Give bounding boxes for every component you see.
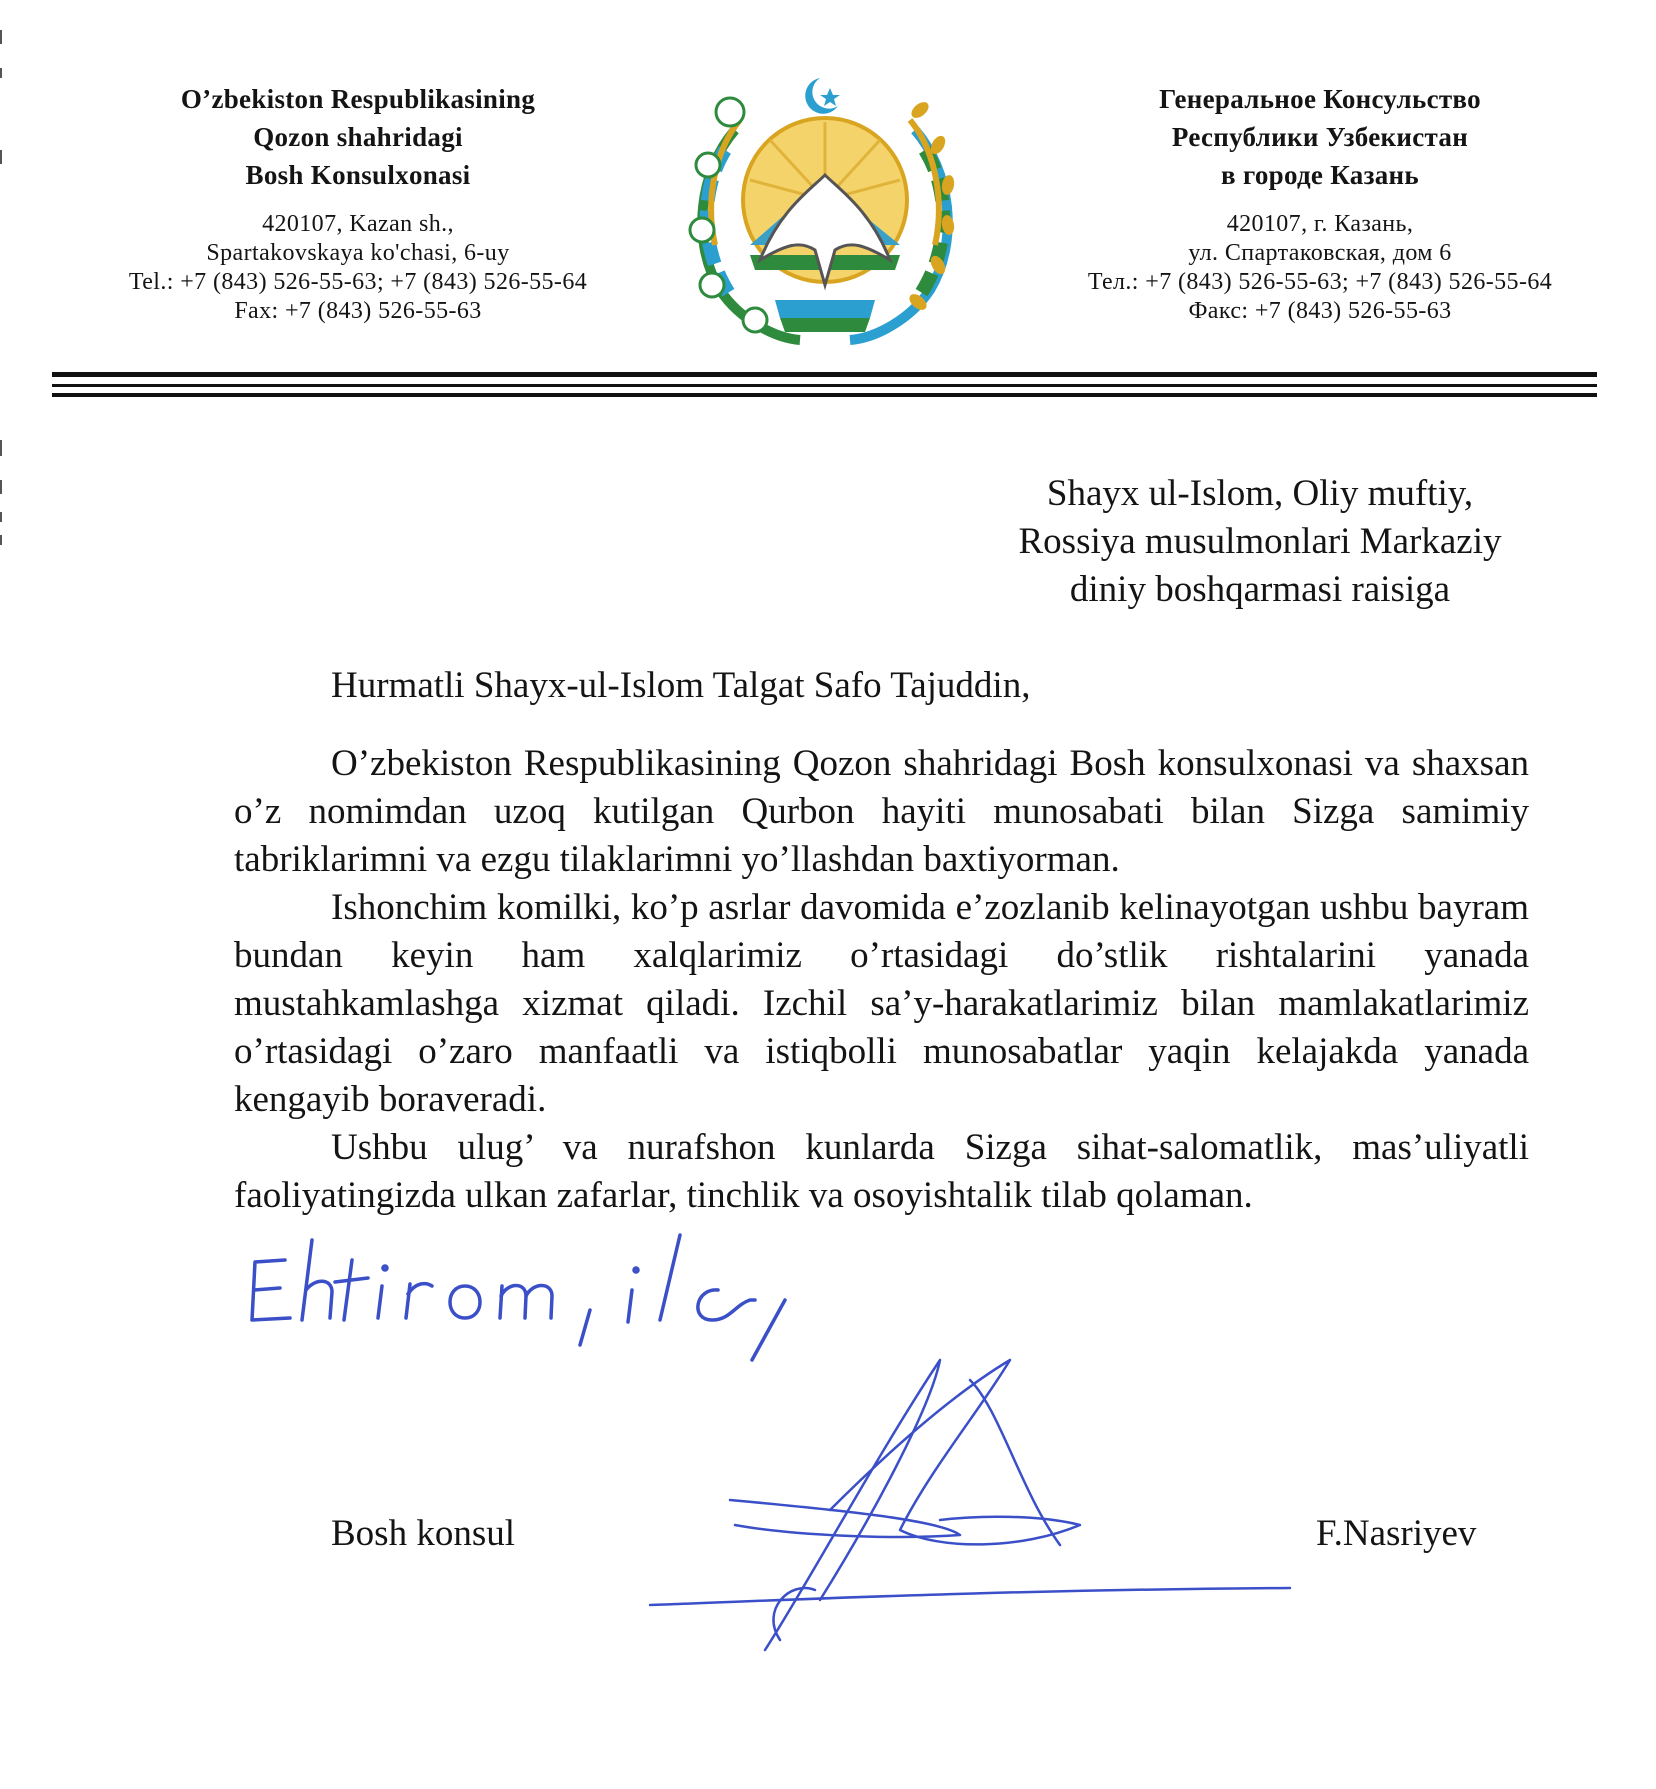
scan-edge-mark — [0, 150, 2, 164]
letter-body — [234, 740, 1529, 1220]
scan-edge-mark — [0, 30, 2, 44]
signature — [640, 1350, 1320, 1680]
letterhead-russian — [1050, 80, 1590, 326]
scan-edge-mark — [0, 68, 2, 78]
body-paragraph: Ushbu ulug’ va nurafshon kunlarda Sizga sihat-salomatlik, mas’uliyatli faoliyatingizda ulkan zafarlar, tinchlik va osoyishtalik tilab qolaman. — [234, 1127, 1529, 1216]
handwritten-closing — [240, 1220, 920, 1370]
state-emblem-icon — [680, 70, 970, 346]
scan-edge-mark — [0, 480, 2, 494]
signatory-name: F.Nasriyev — [1316, 1513, 1477, 1554]
consulate-name-uz: O’zbekiston Respublikasining Qozon shahridagi Bosh Konsulxonasi — [180, 84, 536, 190]
signatory-title: Bosh konsul — [331, 1513, 516, 1554]
letterhead-rule-bottom — [52, 393, 1597, 397]
consulate-address-uz: 420107, Kazan sh., Spartakovskaya ko'chasi, 6-uy Tel.: +7 (843) 526-55-63; +7 (843) 526-55-64 Fax: +7 (843) 526-55-63 — [128, 211, 588, 324]
scan-edge-mark — [0, 512, 2, 522]
scan-edge-mark — [0, 440, 2, 456]
letterhead-rule-thick — [52, 372, 1597, 377]
letterhead-uzbek — [88, 80, 628, 326]
scan-edge-mark — [0, 535, 2, 545]
body-paragraph: O’zbekiston Respublikasining Qozon shahridagi Bosh konsulxonasi va shaxsan o’z nomimdan uzoq kutilgan Qurbon hayiti munosabati bilan Sizga samimiy tabriklarimni va ezgu tilaklarimni yo’llashdan baxtiyorman. — [234, 743, 1529, 880]
consulate-name-ru: Генеральное Консульство Республики Узбекистан в городе Казань — [1159, 84, 1481, 190]
salutation: Hurmatli Shayx-ul-Islom Talgat Safo Tajuddin, — [331, 665, 1031, 706]
body-paragraph: Ishonchim komilki, ko’p asrlar davomida e’zozlanib kelinayotgan ushbu bayram bundan keyin ham xalqlarimiz o’rtasidagi do’stlik rishtalarini yanada mustahkamlashga xizmat qiladi. Izchil sa’y-harakatlarimiz bilan mamlakatlarimiz o’rtasidagi o’zaro manfaatli va istiqbolli munosabatlar yaqin kelajakda yanada kengayib boraveradi. — [234, 887, 1529, 1120]
letterhead-rule-thin — [52, 384, 1597, 387]
consulate-address-ru: 420107, г. Казань, ул. Спартаковская, дом 6 Тел.: +7 (843) 526-55-63; +7 (843) 526-55-64 Факс: +7 (843) 526-55-63 — [1087, 211, 1553, 324]
addressee-block: Shayx ul-Islom, Oliy muftiy, Rossiya musulmonlari Markaziy diniy boshqarmasi raisiga — [1018, 473, 1502, 610]
